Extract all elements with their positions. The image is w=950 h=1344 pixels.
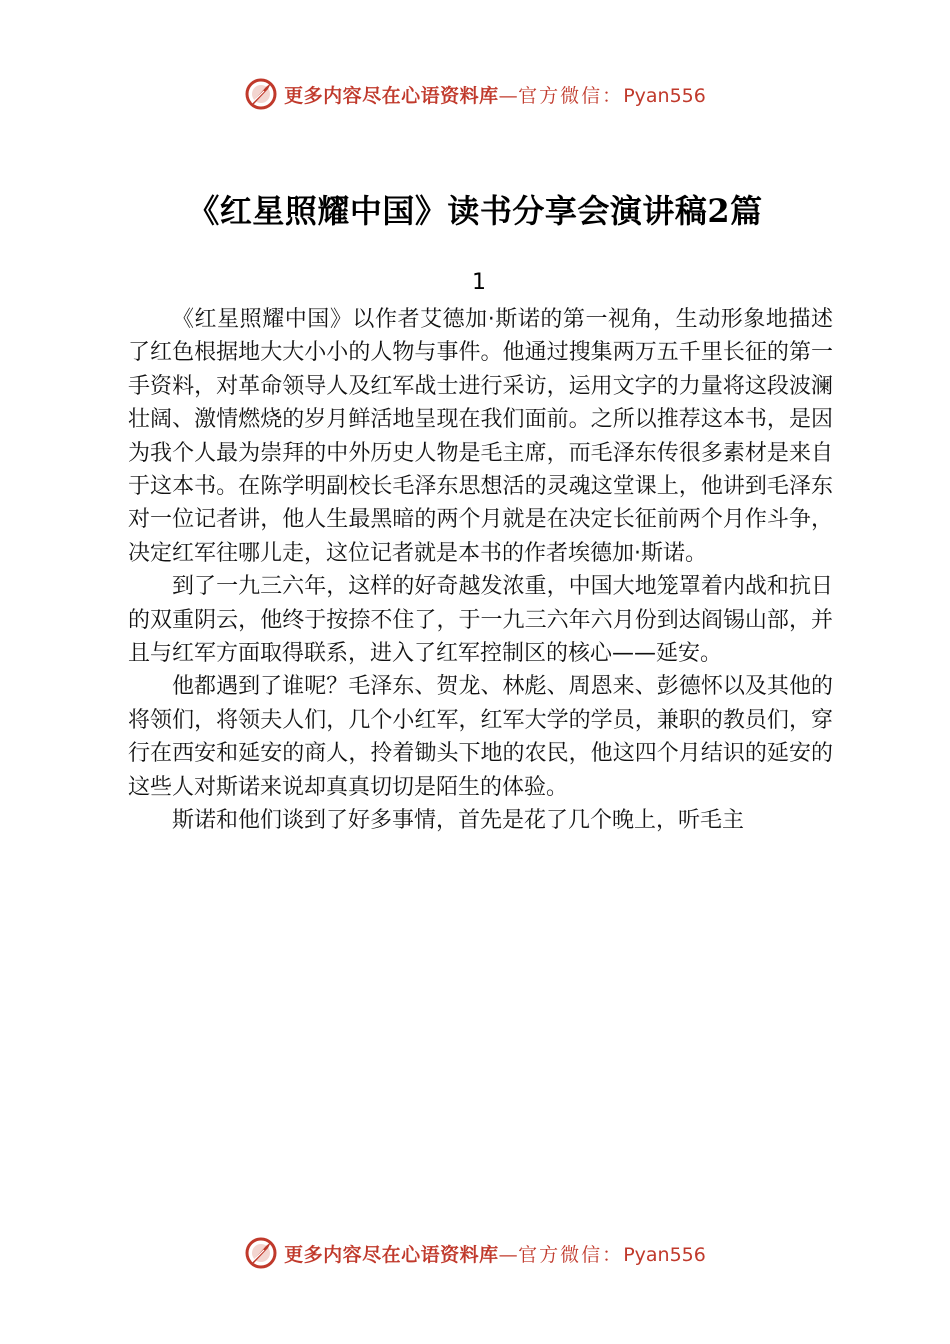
banner-text bbox=[284, 1240, 706, 1267]
quill-pen-circle-icon bbox=[244, 77, 278, 111]
section-number: 1 bbox=[472, 270, 486, 295]
header-banner bbox=[0, 74, 950, 114]
banner-separator: — bbox=[498, 1243, 519, 1266]
brand-text: 更多内容尽在心语资料库 bbox=[284, 84, 499, 107]
quill-pen-circle-icon bbox=[244, 1236, 278, 1270]
brand-text: 更多内容尽在心语资料库 bbox=[284, 1243, 499, 1266]
paragraph: 他都遇到了谁呢？毛泽东、贺龙、林彪、周恩来、彭德怀以及其他的将领们，将领夫人们，几个小红军，红军大学的学员，兼职的教员们，穿行在西安和延安的商人，拎着锄头下地的农民，他这四个月结识的延安的这些人对斯诺来说却真真切切是陌生的体验。 bbox=[128, 674, 833, 800]
paragraph: 到了一九三六年，这样的好奇越发浓重，中国大地笼罩着内战和抗日的双重阴云，他终于按捺不住了，于一九三六年六月份到达阎锡山部，并且与红军方面取得联系，进入了红军控制区的核心——延安。 bbox=[128, 574, 833, 667]
wechat-id: Pyan556 bbox=[623, 1243, 706, 1266]
paragraph: 《红星照耀中国》以作者艾德加·斯诺的第一视角，生动形象地描述了红色根据地大大小小的人物与事件。他通过搜集两万五千里长征的第一手资料，对革命领导人及红军战士进行采访，运用文字的力量将这段波澜壮阔、激情燃烧的岁月鲜活地呈现在我们面前。之所以推荐这本书，是因为我个人最为崇拜的中外历史人物是毛主席，而毛泽东传很多素材是来自于这本书。在陈学明副校长毛泽东思想活的灵魂这堂课上，他讲到毛泽东对一位记者讲，他人生最黑暗的两个月就是在决定长征前两个月作斗争，决定红军往哪儿走，这位记者就是本书的作者埃德加·斯诺。 bbox=[128, 307, 833, 566]
wechat-label: 官方微信： bbox=[518, 1243, 624, 1266]
footer-banner bbox=[0, 1233, 950, 1273]
banner-separator: — bbox=[498, 84, 519, 107]
paragraph: 斯诺和他们谈到了好多事情，首先是花了几个晚上，听毛主 bbox=[172, 808, 745, 834]
document-body bbox=[128, 303, 833, 838]
banner-text bbox=[284, 81, 706, 108]
wechat-label: 官方微信： bbox=[518, 84, 624, 107]
document-title: 《红星照耀中国》读书分享会演讲稿2篇 bbox=[187, 192, 763, 230]
wechat-id: Pyan556 bbox=[623, 84, 706, 107]
